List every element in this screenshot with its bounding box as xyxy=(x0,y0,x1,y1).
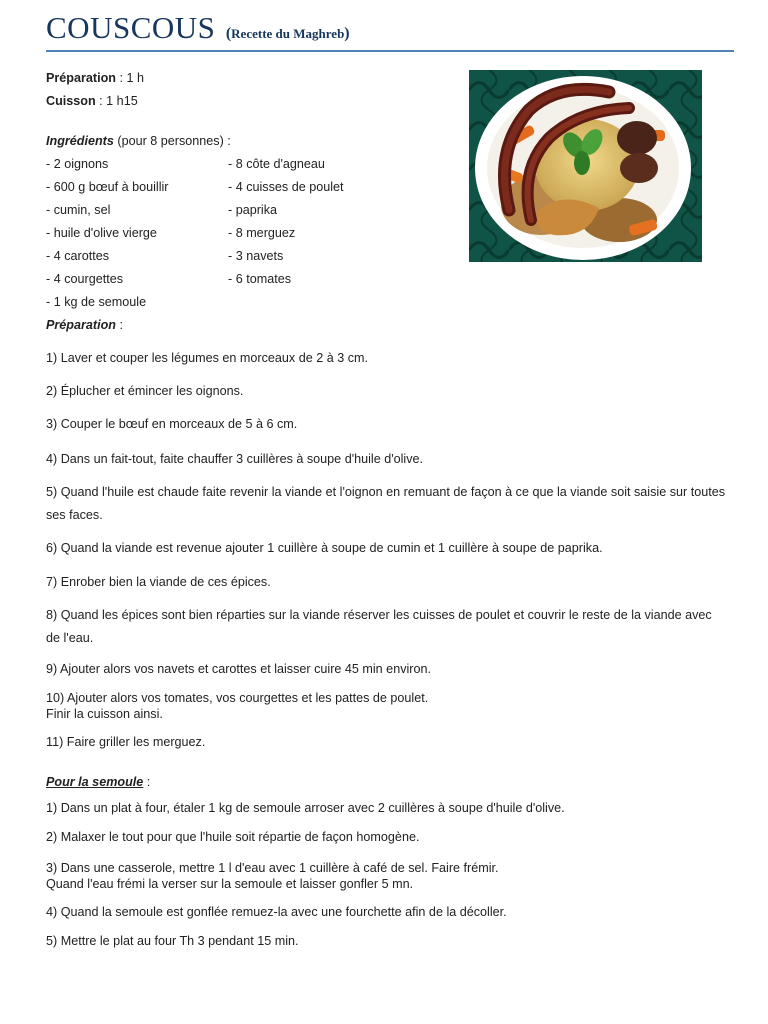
subtitle-text: Recette du Maghreb xyxy=(231,26,345,41)
ingredient-item: - paprika xyxy=(228,203,277,217)
couscous-photo xyxy=(469,70,702,262)
prep-time xyxy=(46,69,144,87)
prep-step: 7) Enrober bien la viande de ces épices. xyxy=(46,575,271,589)
ingredient-row xyxy=(46,178,446,198)
prep-step: 8) Quand les épices sont bien réparties sur la viande réserver les cuisses de poulet et couvrir le reste de la viande avec de l'eau. xyxy=(46,608,712,645)
semoule-step: 3) Dans une casserole, mettre 1 l d'eau avec 1 cuillère à café de sel. Faire frémir. xyxy=(46,861,499,875)
semoule-step: 2) Malaxer le tout pour que l'huile soit répartie de façon homogène. xyxy=(46,830,420,844)
semoule-step: 5) Mettre le plat au four Th 3 pendant 15 min. xyxy=(46,934,299,948)
semoule-step: 1) Dans un plat à four, étaler 1 kg de semoule arroser avec 2 cuillères à soupe d'huile d'olive. xyxy=(46,801,565,815)
ingredient-item: - 4 carottes xyxy=(46,249,109,263)
page-title: COUSCOUS xyxy=(46,10,216,45)
ingredient-item: - 4 cuisses de poulet xyxy=(228,180,344,194)
ingredient-item: - 2 oignons xyxy=(46,157,109,171)
ingredients-note: (pour 8 personnes) : xyxy=(113,134,231,148)
ingredient-item: - 1 kg de semoule xyxy=(46,295,147,309)
ingredients-label: Ingrédients xyxy=(46,134,114,148)
ingredient-item: - 8 côte d'agneau xyxy=(228,157,325,171)
semoule-heading xyxy=(46,773,150,791)
prep-time-value: : 1 h xyxy=(116,71,145,85)
preparation-heading xyxy=(46,316,123,334)
ingredient-item: - 4 courgettes xyxy=(46,272,124,286)
semoule-label: Pour la semoule xyxy=(46,775,144,789)
prep-step: 6) Quand la viande est revenue ajouter 1 cuillère à soupe de cumin et 1 cuillère à soupe de paprika. xyxy=(46,541,603,555)
ingredient-row xyxy=(46,293,446,313)
ingredient-row xyxy=(46,201,446,221)
preparation-label: Préparation xyxy=(46,318,116,332)
prep-step: 10) Ajouter alors vos tomates, vos courgettes et les pattes de poulet. xyxy=(46,691,429,705)
cook-time-value: : 1 h15 xyxy=(95,94,138,108)
ingredient-item: - 6 tomates xyxy=(228,272,291,286)
ingredient-item: - 600 g bœuf à bouillir xyxy=(46,180,169,194)
ingredient-row xyxy=(46,224,446,244)
title-block xyxy=(46,10,734,52)
ingredient-item: - cumin, sel xyxy=(46,203,111,217)
preparation-colon: : xyxy=(116,318,123,332)
ingredient-row xyxy=(46,155,446,175)
semoule-step-continuation: Quand l'eau frémi la verser sur la semoule et laisser gonfler 5 mn. xyxy=(46,877,414,891)
prep-step: 11) Faire griller les merguez. xyxy=(46,735,206,749)
semoule-step: 4) Quand la semoule est gonflée remuez-la avec une fourchette afin de la décoller. xyxy=(46,905,507,919)
prep-step: 9) Ajouter alors vos navets et carottes et laisser cuire 45 min environ. xyxy=(46,662,431,676)
subtitle-paren-open: ( xyxy=(225,25,232,42)
prep-step: 5) Quand l'huile est chaude faite revenir la viande et l'oignon en remuant de façon à ce que la viande soit saisie sur toutes ses faces. xyxy=(46,485,725,522)
prep-step-continuation: Finir la cuisson ainsi. xyxy=(46,707,163,721)
cook-time-label: Cuisson xyxy=(46,94,96,108)
ingredient-row xyxy=(46,247,446,267)
prep-time-label: Préparation xyxy=(46,71,116,85)
prep-step: 4) Dans un fait-tout, faite chauffer 3 cuillères à soupe d'huile d'olive. xyxy=(46,452,424,466)
page-subtitle xyxy=(226,26,350,41)
prep-step: 2) Éplucher et émincer les oignons. xyxy=(46,384,244,398)
semoule-colon: : xyxy=(143,775,151,789)
ingredients-heading xyxy=(46,132,231,150)
subtitle-paren-close: ) xyxy=(344,25,350,42)
ingredient-item: - huile d'olive vierge xyxy=(46,226,157,240)
prep-step: 1) Laver et couper les légumes en morceaux de 2 à 3 cm. xyxy=(46,351,369,365)
ingredient-item: - 3 navets xyxy=(228,249,284,263)
cook-time xyxy=(46,92,138,110)
prep-step: 3) Couper le bœuf en morceaux de 5 à 6 cm. xyxy=(46,417,298,431)
ingredient-row xyxy=(46,270,446,290)
ingredient-item: - 8 merguez xyxy=(228,226,296,240)
